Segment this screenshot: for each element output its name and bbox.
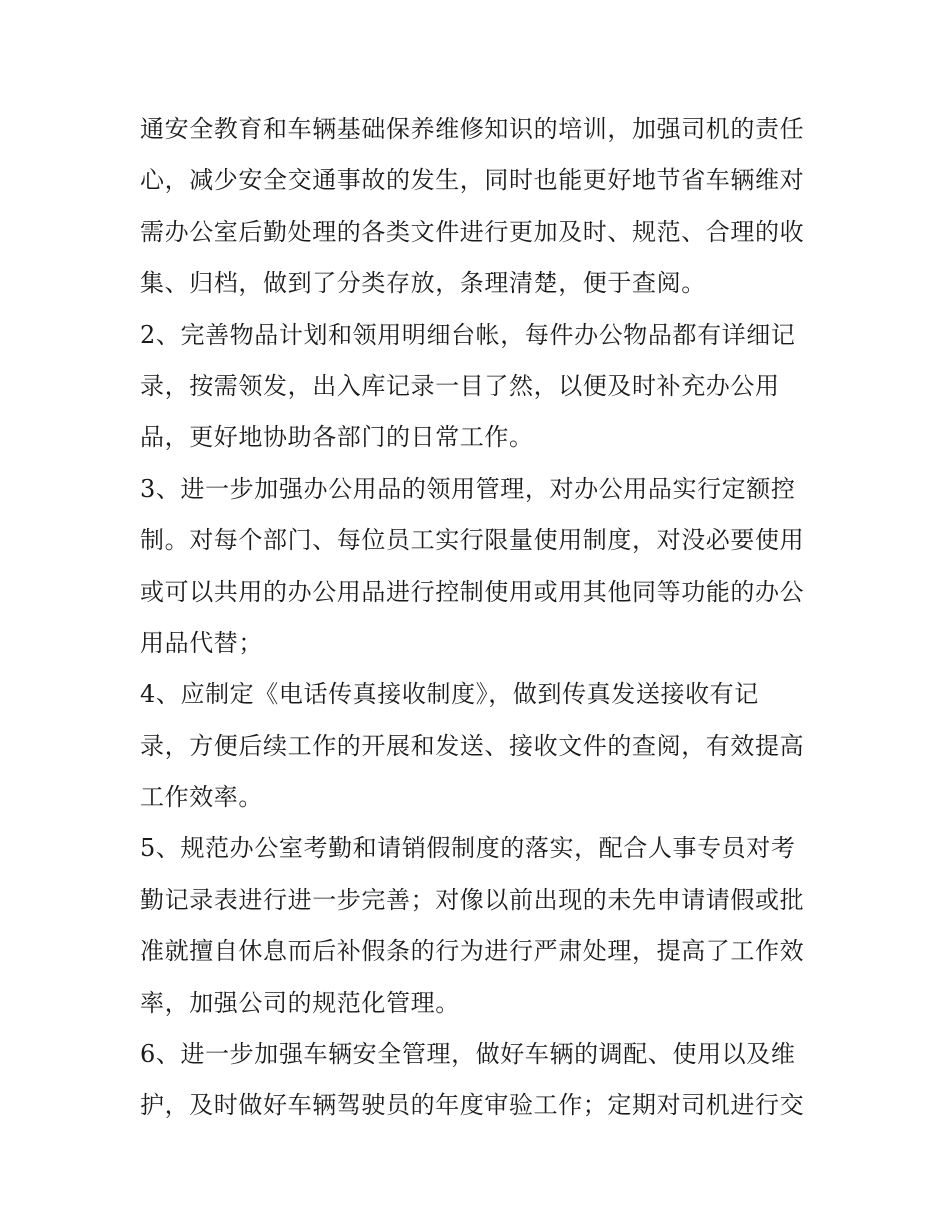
text-line: 率，加强公司的规范化管理。 xyxy=(140,988,460,1017)
text-line: 用品代替； xyxy=(140,628,263,657)
text-line: 6、进一步加强车辆安全管理，做好车辆的调配、使用以及维 xyxy=(140,1040,796,1069)
text-line: 通安全教育和车辆基础保养维修知识的培训，加强司机的责任 xyxy=(140,115,805,143)
document-body xyxy=(140,104,820,1132)
text-line: 品，更好地协助各部门的日常工作。 xyxy=(140,423,534,452)
text-line: 准就擅自休息而后补假条的行为进行严肃处理，提高了工作效 xyxy=(140,937,805,966)
text-line: 3、进一步加强办公用品的领用管理，对办公用品实行定额控 xyxy=(140,474,796,503)
text-line: 集、归档，做到了分类存放，条理清楚，便于查阅。 xyxy=(140,269,706,298)
text-line: 5、规范办公室考勤和请销假制度的落实，配合人事专员对考 xyxy=(140,834,796,863)
text-line: 制。对每个部门、每位员工实行限量使用制度，对没必要使用 xyxy=(140,526,805,555)
text-line: 工作效率。 xyxy=(140,783,263,812)
text-line: 录，按需领发，出入库记录一目了然，以便及时补充办公用 xyxy=(140,371,780,400)
text-line: 4、应制定《电话传真接收制度》，做到传真发送接收有记 xyxy=(140,680,759,709)
text-line: 勤记录表进行进一步完善；对像以前出现的未先申请请假或批 xyxy=(140,885,805,914)
text-line: 护，及时做好车辆驾驶员的年度审验工作；定期对司机进行交 xyxy=(140,1091,805,1120)
text-line: 或可以共用的办公用品进行控制使用或用其他同等功能的办公 xyxy=(140,577,805,606)
text-line: 心，减少安全交通事故的发生，同时也能更好地节省车辆维对 xyxy=(140,166,805,195)
text-line: 录，方便后续工作的开展和发送、接收文件的查阅，有效提高 xyxy=(140,731,805,760)
text-line: 需办公室后勤处理的各类文件进行更加及时、规范、合理的收 xyxy=(140,217,805,246)
text-line: 2、完善物品计划和领用明细台帐，每件办公物品都有详细记 xyxy=(140,320,796,349)
